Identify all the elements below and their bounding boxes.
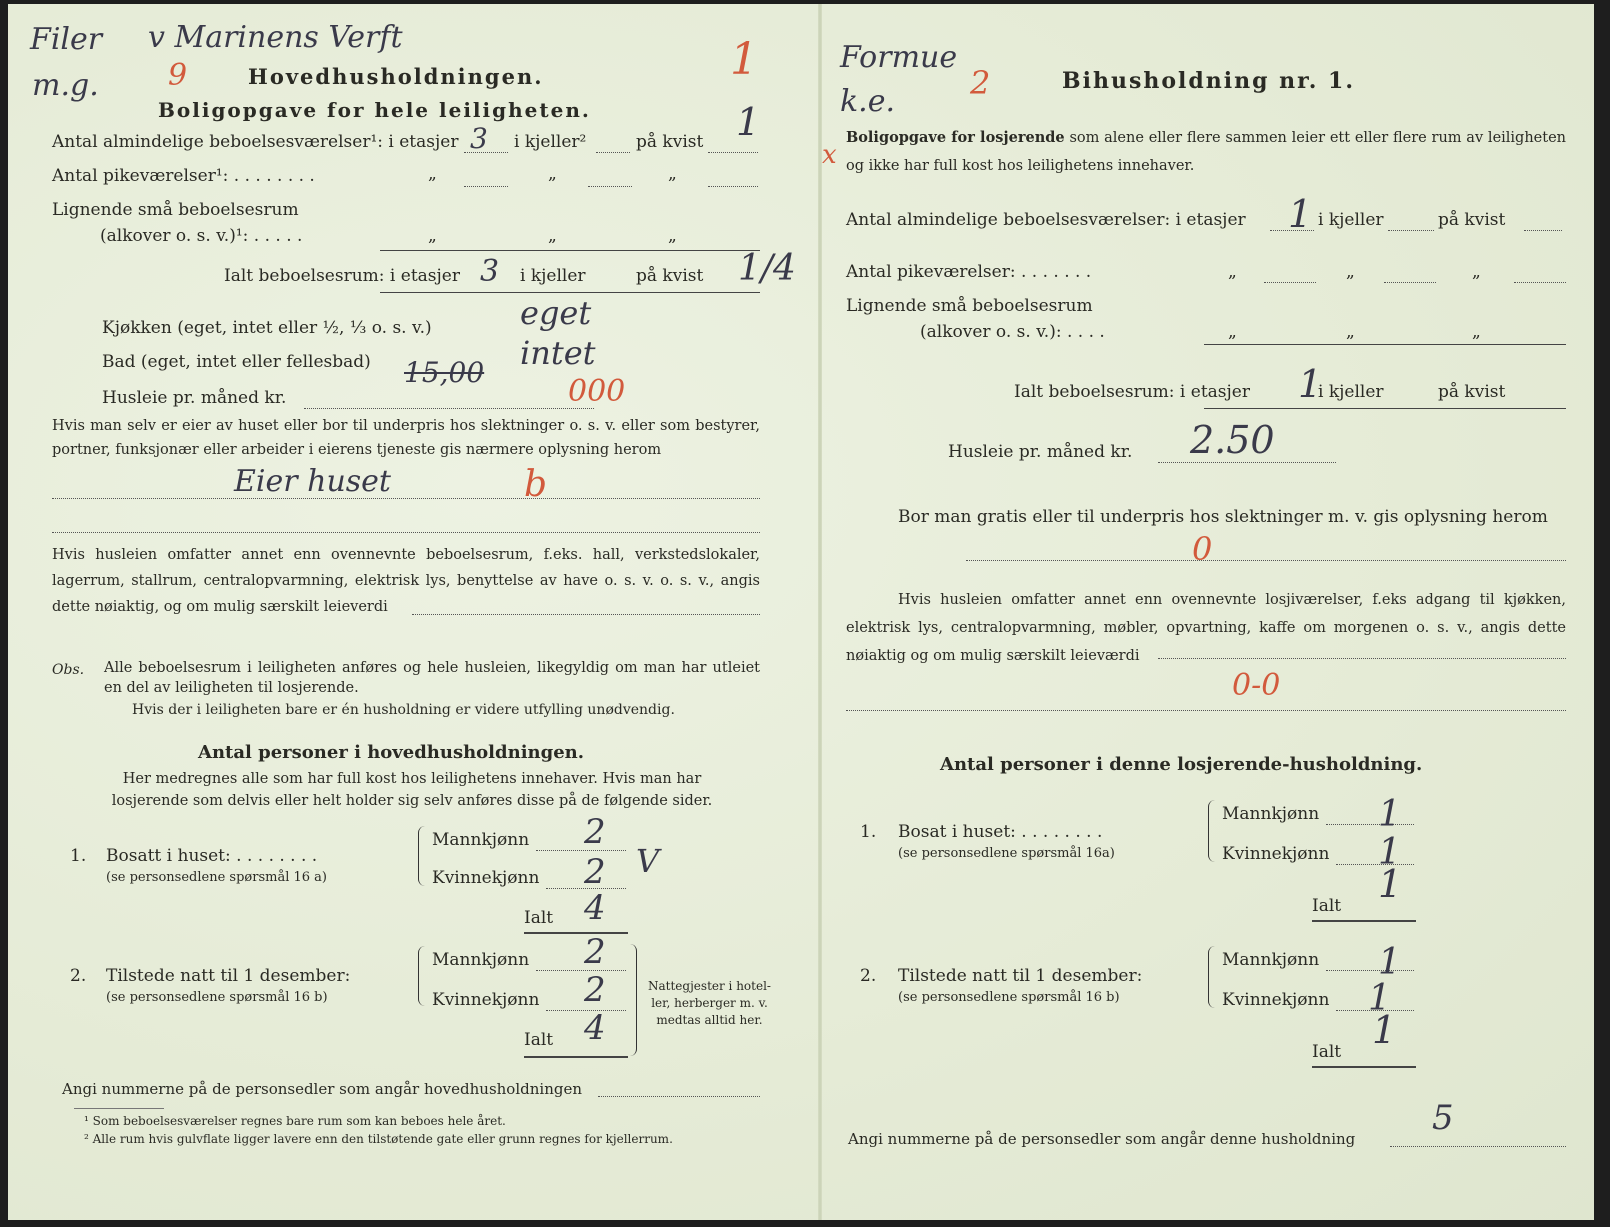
right-gratis-value: 0 <box>1192 530 1213 568</box>
footnote-1: ¹ Som beboelsesværelser regnes bare rum som kan beboes hele året. <box>84 1114 506 1128</box>
right-row1-kvist-line <box>1524 230 1562 231</box>
row1-kvist-line <box>708 152 758 153</box>
left-q1-ialt-line <box>524 932 628 934</box>
footnote-rule <box>74 1108 164 1109</box>
right-row1-etasjer-line <box>1270 230 1314 231</box>
eier-paragraph: Hvis man selv er eier av huset eller bor til underpris hos slektninger o. s. v. eller som bestyrer, portner, funksjonær eller arbeider i eierens tjeneste gis nærmere oplysning herom <box>52 418 760 458</box>
right-omfatter-line-2 <box>846 710 1566 711</box>
right-q2-number: 2. <box>860 966 877 986</box>
right-row1-label: Antal almindelige beboelsesværelser: i etasjer <box>846 210 1246 230</box>
right-q1-kvinne-value: 1 <box>1378 832 1401 873</box>
right-q2-kvinne-value: 1 <box>1368 978 1391 1019</box>
left-q2-mann-line <box>536 970 626 971</box>
right-q1-mann-value: 1 <box>1378 794 1401 835</box>
husleie-label: Husleie pr. måned kr. <box>102 388 287 408</box>
right-margin-note-number: 2 <box>970 64 991 102</box>
right-gratis-paragraph: Bor man gratis eller til underpris hos slektninger m. v. gis oplysning herom <box>898 507 1548 527</box>
right-row1-kjeller: i kjeller <box>1318 210 1384 230</box>
right-intro-rest: som alene eller flere sammen leier ett eller flere rum av leiligheten og ikke har full kost hos leilighetens innehaver. <box>846 130 1567 174</box>
right-q1-ialt-label: Ialt <box>1312 896 1342 916</box>
right-row1-kvist: på kvist <box>1438 210 1506 230</box>
right-row4-value: 1 <box>1298 362 1323 406</box>
left-q1-mann-line <box>536 850 626 851</box>
right-q2-ialt-label: Ialt <box>1312 1042 1342 1062</box>
margin-note-number: 9 <box>168 58 188 93</box>
row1-kjeller-line <box>596 152 630 153</box>
left-q1-label: Bosatt i huset: . . . . . . . . <box>106 846 318 866</box>
bad-struck-value: 15,00 <box>404 356 485 389</box>
left-subtitle: Boligopgave for hele leiligheten. <box>158 98 591 122</box>
right-q2-ialt-value: 1 <box>1372 1008 1397 1052</box>
right-angi-value: 5 <box>1432 1098 1454 1138</box>
right-omfatter-value: 0-0 <box>1232 668 1281 703</box>
row4-label: Ialt beboelsesrum: i etasjer <box>224 266 460 286</box>
right-angi-line <box>1390 1146 1566 1147</box>
left-q1-ialt-value: 4 <box>584 888 606 928</box>
left-q2-label: Tilstede natt til 1 desember: <box>106 966 351 986</box>
right-q1-ialt-value: 1 <box>1378 862 1403 906</box>
obs-text-2: Hvis der i leiligheten bare er én husholdning er videre utfylling unødvendig. <box>132 702 675 718</box>
kjokken-value: eget <box>520 294 592 332</box>
margin-note-mg: m.g. <box>32 68 99 103</box>
husleie-line <box>304 408 594 409</box>
left-q1-check: V <box>636 842 660 880</box>
left-q2-ialt-value: 4 <box>584 1008 606 1048</box>
row4-kvist-value: 1/4 <box>738 248 796 289</box>
right-row3-label2: (alkover o. s. v.): . . . . <box>920 322 1105 342</box>
row3-sum-line <box>380 250 760 251</box>
row4-kvist: på kvist <box>636 266 704 286</box>
row1-etasjer-value: 3 <box>470 122 488 155</box>
right-q2-mann-value: 1 <box>1378 942 1401 983</box>
right-row2-ditto-3: „ <box>1472 262 1481 282</box>
row1-label: Antal almindelige beboelsesværelser¹: i etasjer <box>52 132 459 152</box>
right-row3-label: Lignende små beboelsesrum <box>846 296 1093 316</box>
row3-ditto-1: „ <box>428 226 437 246</box>
row1-kvist-value: 1 <box>736 100 761 144</box>
right-row4-kvist: på kvist <box>1438 382 1506 402</box>
right-q2-mann-label: Mannkjønn <box>1222 950 1320 970</box>
right-row2-line-3 <box>1514 282 1566 283</box>
left-persons-text: Her medregnes alle som har full kost hos leilighetens innehaver. Hvis man har losjerende som delvis eller helt holder sig selv anføres disse på de følgende sider. <box>111 771 713 809</box>
right-row2-label: Antal pikeværelser: . . . . . . . <box>846 262 1092 282</box>
row2-line-3 <box>708 186 758 187</box>
obs-text-1: Alle beboelsesrum i leiligheten anføres og hele husleien, likegyldig om man har utleiet en del av leiligheten til losjerende. <box>104 660 760 696</box>
row4-etasjer-value: 3 <box>480 254 500 289</box>
omfatter-paragraph: Hvis husleien omfatter annet enn ovennevnte beboelsesrum, f.eks. hall, verkstedslokaler, lagerrum, stallrum, centralopvarmning, elektrisk lys, benyttelse av have o. s. v. o. s. v., angis dette nøiaktig, og om mulig særskilt leieverdi <box>52 547 760 615</box>
right-husleie-line <box>1158 462 1336 463</box>
right-gratis-line <box>966 560 1566 561</box>
right-row2-line-2 <box>1384 282 1436 283</box>
right-title: Bihusholdning nr. 1. <box>1062 68 1355 94</box>
left-q2-mann-label: Mannkjønn <box>432 950 530 970</box>
left-q2-kvinne-label: Kvinnekjønn <box>432 990 540 1010</box>
nattegjester-note: Nattegjester i hotel- ler, herberger m. v. medtas alltid her. <box>648 979 771 1027</box>
left-q1-kvinne-label: Kvinnekjønn <box>432 868 540 888</box>
row2-line-1 <box>464 186 508 187</box>
page-fold <box>818 4 822 1220</box>
right-angi-text: Angi nummerne på de personsedler som angår denne husholdning <box>848 1130 1356 1148</box>
left-q1-mann-value: 2 <box>584 812 606 852</box>
left-q1-kvinne-value: 2 <box>584 852 606 892</box>
eier-value: Eier huset <box>234 464 391 499</box>
left-title: Hovedhusholdningen. <box>248 64 544 89</box>
left-angi-text: Angi nummerne på de personsedler som angår hovedhusholdningen <box>62 1080 582 1098</box>
right-q2-ialt-line <box>1312 1066 1416 1068</box>
left-persons-title: Antal personer i hovedhusholdningen. <box>198 742 585 763</box>
left-q2-right-brace <box>630 944 637 1056</box>
kjokken-label: Kjøkken (eget, intet eller ½, ⅓ o. s. v.) <box>102 318 432 338</box>
right-row1-kjeller-line <box>1388 230 1434 231</box>
eier-line-1 <box>52 498 760 499</box>
right-q1-brace <box>1208 800 1215 862</box>
right-q1-kvinne-label: Kvinnekjønn <box>1222 844 1330 864</box>
footnote-2: ² Alle rum hvis gulvflate ligger lavere enn den tilstøtende gate eller grunn regnes for kjellerrum. <box>84 1132 673 1146</box>
right-q1-mann-label: Mannkjønn <box>1222 804 1320 824</box>
right-omfatter-paragraph: Hvis husleien omfatter annet enn ovennevnte losjiværelser, f.eks adgang til kjøkken, elektrisk lys, centralopvarmning, møbler, opvartning, kaffe om morgenen o. s. v., angis dette nøiaktig og om mulig særskilt leieværdi <box>846 592 1566 664</box>
right-row2-line-1 <box>1264 282 1316 283</box>
row3-label: Lignende små beboelsesrum <box>52 200 299 220</box>
row2-ditto-2: „ <box>548 164 557 184</box>
omfatter-line <box>412 614 760 615</box>
right-husleie-label: Husleie pr. måned kr. <box>948 442 1133 462</box>
eier-line-2 <box>52 532 760 533</box>
right-omfatter-line-1 <box>1158 658 1566 659</box>
right-row2-ditto-1: „ <box>1228 262 1237 282</box>
left-q1-brace <box>418 826 425 886</box>
row2-ditto-3: „ <box>668 164 677 184</box>
row4-underline <box>380 292 760 293</box>
bad-label: Bad (eget, intet eller fellesbad) <box>102 352 371 372</box>
left-q1-mann-label: Mannkjønn <box>432 830 530 850</box>
margin-note-red-one: 1 <box>730 34 758 85</box>
left-q2-mann-value: 2 <box>584 932 606 972</box>
right-row4-underline <box>1204 408 1566 409</box>
right-persons-title: Antal personer i denne losjerende-husholdning. <box>940 754 1423 775</box>
right-q1-kvinne-line <box>1336 864 1414 865</box>
row4-kjeller: i kjeller <box>520 266 586 286</box>
husleie-value: 000 <box>568 374 626 409</box>
row3-label2: (alkover o. s. v.)¹: . . . . . <box>100 226 303 246</box>
right-row3-ditto-2: „ <box>1346 322 1355 342</box>
right-margin-note-x: x <box>822 140 837 170</box>
left-q2-ialt-label: Ialt <box>524 1030 554 1050</box>
right-row3-ditto-3: „ <box>1472 322 1481 342</box>
eier-red-mark: b <box>524 464 548 505</box>
row1-kjeller: i kjeller² <box>514 132 587 152</box>
row3-ditto-3: „ <box>668 226 677 246</box>
right-q1-ialt-line <box>1312 920 1416 922</box>
right-row3-sum-line <box>1204 344 1566 345</box>
right-q2-brace <box>1208 946 1215 1008</box>
row3-ditto-2: „ <box>548 226 557 246</box>
right-intro-bold: Boligopgave for losjerende <box>846 129 1065 146</box>
left-q2-number: 2. <box>70 966 87 986</box>
bad-value: intet <box>520 334 596 372</box>
row2-label: Antal pikeværelser¹: . . . . . . . . <box>52 166 315 186</box>
left-angi-line <box>598 1096 760 1097</box>
right-q1-label: Bosat i huset: . . . . . . . . <box>898 822 1103 842</box>
obs-label: Obs. <box>52 662 85 678</box>
left-q1-sub: (se personsedlene spørsmål 16 a) <box>106 870 327 885</box>
right-q2-label: Tilstede natt til 1 desember: <box>898 966 1143 986</box>
row2-ditto-1: „ <box>428 164 437 184</box>
row1-kvist: på kvist <box>636 132 704 152</box>
right-margin-note-formue: Formue <box>840 40 958 75</box>
margin-note-filer: Filer <box>30 22 103 57</box>
right-row3-ditto-1: „ <box>1228 322 1237 342</box>
right-row4-label: Ialt beboelsesrum: i etasjer <box>1014 382 1250 402</box>
right-intro <box>846 124 1566 180</box>
right-q1-number: 1. <box>860 822 877 842</box>
right-husleie-value: 2.50 <box>1190 418 1275 462</box>
left-q2-sub: (se personsedlene spørsmål 16 b) <box>106 990 328 1005</box>
left-q2-brace <box>418 946 425 1006</box>
margin-note-address: v Marinens Verft <box>148 20 403 55</box>
left-q1-ialt-label: Ialt <box>524 908 554 928</box>
right-q2-sub: (se personsedlene spørsmål 16 b) <box>898 990 1120 1005</box>
right-q1-sub: (se personsedlene spørsmål 16a) <box>898 846 1115 861</box>
left-q2-ialt-line <box>524 1056 628 1058</box>
census-form-sheet <box>8 4 1594 1220</box>
left-q2-kvinne-value: 2 <box>584 970 606 1010</box>
right-margin-note-ke: k.e. <box>840 84 896 119</box>
right-row1-value: 1 <box>1288 192 1313 236</box>
left-q1-number: 1. <box>70 846 87 866</box>
right-row4-kjeller: i kjeller <box>1318 382 1384 402</box>
row2-line-2 <box>588 186 632 187</box>
right-q2-kvinne-label: Kvinnekjønn <box>1222 990 1330 1010</box>
right-row2-ditto-2: „ <box>1346 262 1355 282</box>
